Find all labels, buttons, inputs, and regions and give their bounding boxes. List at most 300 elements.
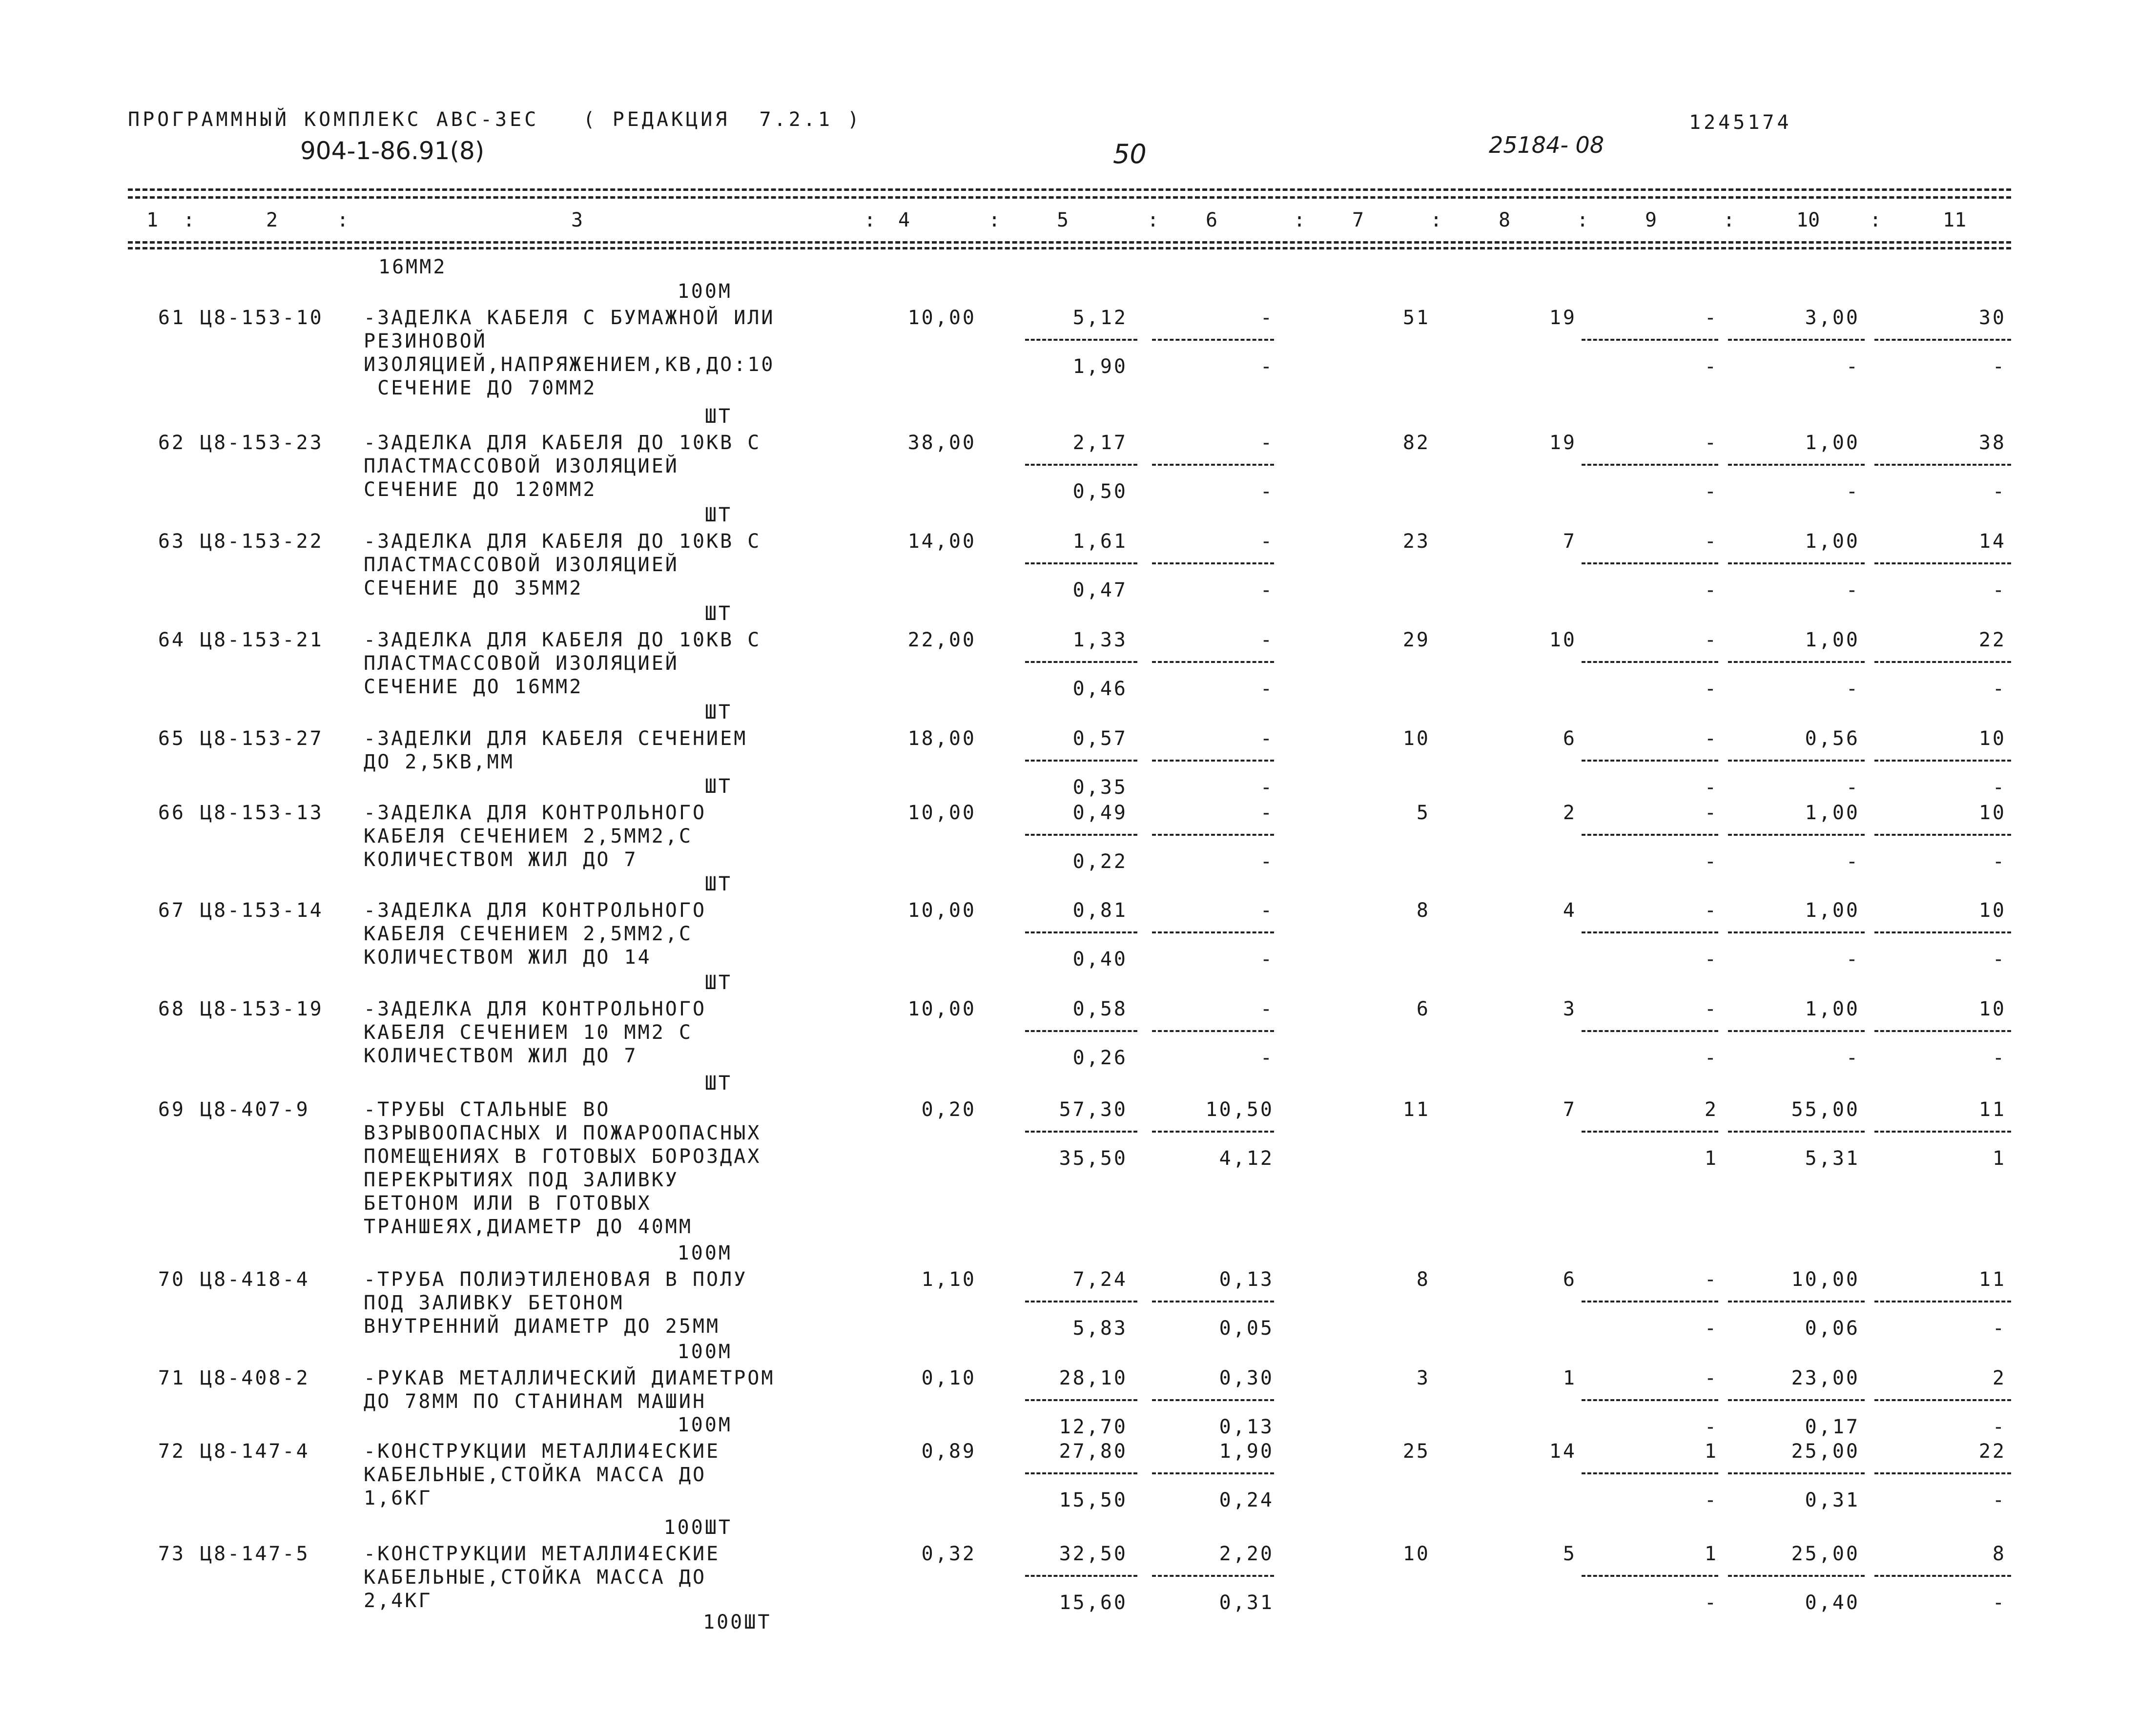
row-col5-bottom: 0,40 [1072,948,1128,971]
row-unit: ШТ [704,775,732,798]
row-col9-bottom: - [1704,1489,1718,1511]
row-unit: 100М [677,1242,732,1264]
row-col11-bottom: - [1992,579,2006,601]
subtotal-rule [1025,1399,1137,1401]
subtotal-rule [1152,931,1274,933]
row-col6-bottom: 0,24 [1219,1489,1274,1511]
subtotal-rule [1582,1472,1718,1474]
subtotal-rule [1582,1030,1718,1032]
row-description: -ЗАДЕЛКА ДЛЯ КАБЕЛЯ ДО 10КВ С [364,432,761,454]
row-quantity: 10,00 [907,899,976,922]
row-unit: ШТ [704,971,732,994]
subtotal-rule [1582,562,1718,564]
row-col10-bottom: - [1846,678,1860,700]
row-description: ДО 78ММ ПО СТАНИНАМ МАШИН [364,1390,707,1413]
row-description: -ЗАДЕЛКА ДЛЯ КОНТРОЛЬНОГО [364,899,707,922]
row-col9-top: 2 [1704,1098,1718,1121]
row-description: ПЕРЕКРЫТИЯХ ПОД ЗАЛИВКУ [364,1169,679,1191]
row-quantity: 10,00 [907,998,976,1020]
row-description: КАБЕЛЯ СЕЧЕНИЕМ 2,5ММ2,С [364,923,693,945]
handwritten-reference: 25184- 08 [1489,132,1604,158]
row-col11-bottom: - [1992,480,2006,503]
row-col10-top: 1,00 [1805,432,1860,454]
row-code: Ц8-147-5 [200,1543,310,1565]
row-col5-top: 1,33 [1072,629,1128,651]
subtotal-rule [1582,931,1718,933]
subtotal-rule [1728,1575,1865,1577]
row-col6-bottom: - [1260,355,1274,378]
row-quantity: 18,00 [907,727,976,750]
row-col5-top: 7,24 [1072,1268,1128,1291]
row-code: Ц8-153-22 [200,530,324,553]
row-col10-top: 3,00 [1805,307,1860,329]
row-col8: 1 [1563,1367,1577,1389]
subtotal-rule [1582,1575,1718,1577]
column-header-5: 5 [1057,209,1069,231]
row-col9-bottom: - [1704,579,1718,601]
row-code: Ц8-153-19 [200,998,324,1020]
row-col9-bottom: - [1704,1047,1718,1069]
subtotal-rule [1874,339,2011,341]
row-quantity: 0,89 [921,1440,976,1463]
row-col9-top: - [1704,432,1718,454]
row-code: Ц8-147-4 [200,1440,310,1463]
row-col6-top: 0,30 [1219,1367,1274,1389]
row-quantity: 0,32 [921,1543,976,1565]
row-col5-bottom: 15,50 [1059,1489,1128,1511]
row-description: КАБЕЛЯ СЕЧЕНИЕМ 2,5ММ2,С [364,825,693,847]
row-code: Ц8-153-10 [200,307,324,329]
row-col6-top: - [1260,629,1274,651]
row-quantity: 10,00 [907,802,976,824]
row-col11-top: 30 [1978,307,2006,329]
row-description: КОЛИЧЕСТВОМ ЖИЛ ДО 7 [364,1045,638,1067]
row-col8: 6 [1563,727,1577,750]
row-col9-bottom: - [1704,776,1718,799]
row-description: ВНУТРЕННИЙ ДИАМЕТР ДО 25ММ [364,1315,720,1338]
row-col8: 19 [1549,307,1577,329]
row-col9-top: - [1704,727,1718,750]
row-col7: 11 [1402,1098,1430,1121]
row-col6-top: 1,90 [1219,1440,1274,1463]
row-col5-bottom: 1,90 [1072,355,1128,378]
row-col11-top: 14 [1978,530,2006,553]
row-col10-bottom: - [1846,355,1860,378]
final-unit: 100ШТ [703,1611,772,1633]
row-col9-top: 1 [1704,1543,1718,1565]
row-col6-bottom: 0,31 [1219,1591,1274,1614]
row-number: 65 [158,727,185,750]
column-header-9: 9 [1645,209,1657,231]
row-description: ДО 2,5КВ,ММ [364,751,514,773]
subtotal-rule [1728,661,1865,663]
row-unit: 100М [677,280,732,303]
row-col6-top: 0,13 [1219,1268,1274,1291]
column-header-6: 6 [1206,209,1218,231]
row-col9-bottom: - [1704,850,1718,873]
header-rule-bottom-2 [128,247,2011,249]
row-description: КОЛИЧЕСТВОМ ЖИЛ ДО 14 [364,946,652,969]
row-col6-bottom: - [1260,850,1274,873]
row-col11-bottom: - [1992,850,2006,873]
row-description: ТРАНШЕЯХ,ДИАМЕТР ДО 40ММ [364,1216,693,1238]
row-description: 2,4КГ [364,1590,432,1612]
row-col10-top: 1,00 [1805,802,1860,824]
subtotal-rule [1728,1301,1865,1302]
row-number: 61 [158,307,185,329]
subtotal-rule [1025,1131,1137,1133]
subtotal-rule [1874,931,2011,933]
row-col9-bottom: 1 [1704,1147,1718,1170]
subtotal-rule [1025,464,1137,466]
row-number: 68 [158,998,185,1020]
row-col11-bottom: - [1992,678,2006,700]
row-col11-bottom: - [1992,948,2006,971]
row-col10-bottom: 0,17 [1805,1416,1860,1438]
row-col11-top: 22 [1978,629,2006,651]
row-col11-top: 10 [1978,998,2006,1020]
row-col5-top: 0,58 [1072,998,1128,1020]
row-description: -ЗАДЕЛКА ДЛЯ КАБЕЛЯ ДО 10КВ С [364,530,761,553]
subtotal-rule [1025,760,1137,762]
subtotal-rule [1152,339,1274,341]
row-col8: 4 [1563,899,1577,922]
row-description: РЕЗИНОВОЙ [364,330,487,352]
row-unit: ШТ [704,602,732,625]
row-col10-top: 55,00 [1791,1098,1860,1121]
row-code: Ц8-418-4 [200,1268,310,1291]
subtotal-rule [1152,1399,1274,1401]
row-description: ВЗРЫВООПАСНЫХ И ПОЖАРООПАСНЫХ [364,1122,761,1144]
row-col9-bottom: - [1704,480,1718,503]
row-number: 66 [158,802,185,824]
subtotal-rule [1874,661,2011,663]
row-col5-bottom: 0,47 [1072,579,1128,601]
row-col5-top: 5,12 [1072,307,1128,329]
row-col6-top: - [1260,530,1274,553]
row-col7: 51 [1402,307,1430,329]
row-code: Ц8-153-13 [200,802,324,824]
row-col6-bottom: - [1260,678,1274,700]
subtotal-rule [1152,1575,1274,1577]
row-col5-bottom: 0,26 [1072,1047,1128,1069]
row-description: СЕЧЕНИЕ ДО 35ММ2 [364,577,583,599]
subtotal-rule [1025,1030,1137,1032]
row-quantity: 1,10 [921,1268,976,1291]
row-col8: 7 [1563,530,1577,553]
column-header-3: 3 [571,209,583,231]
row-col8: 7 [1563,1098,1577,1121]
row-description: -КОНСТРУКЦИИ МЕТАЛЛИ4ЕСКИЕ [364,1543,720,1565]
row-col10-top: 25,00 [1791,1440,1860,1463]
document-code: 1245174 [1689,111,1792,134]
row-col5-bottom: 35,50 [1059,1147,1128,1170]
column-header-2: 2 [266,209,278,231]
row-quantity: 0,20 [921,1098,976,1121]
row-col5-top: 28,10 [1059,1367,1128,1389]
row-col8: 5 [1563,1543,1577,1565]
row-number: 63 [158,530,185,553]
column-separator: : [1870,209,1882,231]
row-col10-bottom: - [1846,1047,1860,1069]
row-col9-bottom: - [1704,1416,1718,1438]
header-rule-top [128,188,2011,191]
subtotal-rule [1874,1472,2011,1474]
row-col6-bottom: - [1260,1047,1274,1069]
row-unit: 100М [677,1414,732,1436]
row-col9-top: - [1704,530,1718,553]
subtotal-rule [1582,339,1718,341]
subtotal-rule [1152,1301,1274,1302]
row-col5-top: 57,30 [1059,1098,1128,1121]
row-col5-top: 0,57 [1072,727,1128,750]
column-header-10: 10 [1796,209,1820,231]
row-number: 69 [158,1098,185,1121]
row-col11-bottom: - [1992,776,2006,799]
row-quantity: 10,00 [907,307,976,329]
subtotal-rule [1728,1399,1865,1401]
row-col6-top: - [1260,899,1274,922]
subtotal-rule [1582,760,1718,762]
row-number: 71 [158,1367,185,1389]
column-header-4: 4 [898,209,910,231]
row-col5-bottom: 5,83 [1072,1317,1128,1340]
row-description: БЕТОНОМ ИЛИ В ГОТОВЫХ [364,1192,652,1215]
subtotal-rule [1874,1399,2011,1401]
row-col6-bottom: 0,13 [1219,1416,1274,1438]
row-col10-bottom: - [1846,480,1860,503]
row-col6-top: - [1260,727,1274,750]
row-description: ПЛАСТМАССОВОЙ ИЗОЛЯЦИЕЙ [364,554,679,576]
row-code: Ц8-153-14 [200,899,324,922]
row-col10-top: 0,56 [1805,727,1860,750]
row-col7: 6 [1416,998,1430,1020]
row-col7: 8 [1416,899,1430,922]
row-col7: 25 [1402,1440,1430,1463]
subtotal-rule [1025,834,1137,836]
row-unit: 100ШТ [663,1516,732,1539]
subtotal-rule [1025,339,1137,341]
row-description: -ЗАДЕЛКА ДЛЯ КОНТРОЛЬНОГО [364,802,707,824]
row-description: -ЗАДЕЛКИ ДЛЯ КАБЕЛЯ СЕЧЕНИЕМ [364,727,748,750]
subtotal-rule [1582,1399,1718,1401]
row-description: ИЗОЛЯЦИЕЙ,НАПРЯЖЕНИЕМ,КВ,ДО:10 [364,353,775,376]
row-quantity: 0,10 [921,1367,976,1389]
row-col5-top: 1,61 [1072,530,1128,553]
row-col5-bottom: 0,50 [1072,480,1128,503]
column-header-7: 7 [1352,209,1364,231]
row-unit: ШТ [704,873,732,895]
carry-over-text: 16ММ2 [378,256,447,278]
subtotal-rule [1874,562,2011,564]
row-col11-bottom: - [1992,355,2006,378]
subtotal-rule [1874,760,2011,762]
row-col9-top: - [1704,998,1718,1020]
row-description: -РУКАВ МЕТАЛЛИЧЕСКИЙ ДИАМЕТРОМ [364,1367,775,1389]
row-col5-top: 27,80 [1059,1440,1128,1463]
subtotal-rule [1582,1131,1718,1133]
row-col9-bottom: - [1704,355,1718,378]
subtotal-rule [1728,834,1865,836]
row-col10-bottom: - [1846,579,1860,601]
row-col7: 82 [1402,432,1430,454]
row-col9-top: - [1704,899,1718,922]
row-col10-top: 1,00 [1805,629,1860,651]
row-col8: 6 [1563,1268,1577,1291]
row-description: КАБЕЛЬНЫЕ,СТОЙКА МАССА ДО [364,1566,707,1589]
row-col9-bottom: - [1704,948,1718,971]
row-col8: 10 [1549,629,1577,651]
subtotal-rule [1025,562,1137,564]
row-col11-top: 38 [1978,432,2006,454]
row-col6-bottom: 0,05 [1219,1317,1274,1340]
row-unit: ШТ [704,405,732,428]
row-number: 64 [158,629,185,651]
subtotal-rule [1025,931,1137,933]
row-col10-bottom: 5,31 [1805,1147,1860,1170]
row-description: 1,6КГ [364,1487,432,1509]
row-col6-top: - [1260,802,1274,824]
column-separator: : [1147,209,1159,231]
row-col6-top: - [1260,998,1274,1020]
subtotal-rule [1152,1472,1274,1474]
row-col6-bottom: - [1260,948,1274,971]
subtotal-rule [1582,834,1718,836]
row-col7: 3 [1416,1367,1430,1389]
row-col11-top: 8 [1992,1543,2006,1565]
subtotal-rule [1874,1131,2011,1133]
row-col11-bottom: - [1992,1317,2006,1340]
row-col11-bottom: - [1992,1489,2006,1511]
row-description: ПОД ЗАЛИВКУ БЕТОНОМ [364,1292,624,1314]
row-description: -ЗАДЕЛКА КАБЕЛЯ С БУМАЖНОЙ ИЛИ [364,307,775,329]
subtotal-rule [1025,1301,1137,1302]
subtotal-rule [1152,1131,1274,1133]
row-col10-bottom: - [1846,850,1860,873]
row-description: -ЗАДЕЛКА ДЛЯ КОНТРОЛЬНОГО [364,998,707,1020]
subtotal-rule [1582,661,1718,663]
row-col9-top: - [1704,802,1718,824]
row-col11-top: 22 [1978,1440,2006,1463]
row-col10-top: 10,00 [1791,1268,1860,1291]
row-number: 72 [158,1440,185,1463]
row-col11-top: 11 [1978,1098,2006,1121]
column-separator: : [988,209,1001,231]
row-col5-bottom: 0,46 [1072,678,1128,700]
row-col9-top: - [1704,1268,1718,1291]
row-code: Ц8-153-21 [200,629,324,651]
row-code: Ц8-153-23 [200,432,324,454]
row-description: ПЛАСТМАССОВОЙ ИЗОЛЯЦИЕЙ [364,652,679,675]
row-code: Ц8-408-2 [200,1367,310,1389]
row-col5-top: 32,50 [1059,1543,1128,1565]
row-col7: 29 [1402,629,1430,651]
row-col7: 23 [1402,530,1430,553]
row-col10-top: 25,00 [1791,1543,1860,1565]
row-description: -КОНСТРУКЦИИ МЕТАЛЛИ4ЕСКИЕ [364,1440,720,1463]
row-col10-bottom: - [1846,776,1860,799]
row-col9-bottom: - [1704,1317,1718,1340]
row-col9-top: - [1704,307,1718,329]
row-col10-top: 1,00 [1805,998,1860,1020]
row-col6-bottom: - [1260,776,1274,799]
subtotal-rule [1582,464,1718,466]
row-quantity: 22,00 [907,629,976,651]
subtotal-rule [1152,464,1274,466]
row-col10-bottom: - [1846,948,1860,971]
row-col9-bottom: - [1704,1591,1718,1614]
row-col7: 10 [1402,1543,1430,1565]
subtotal-rule [1025,1575,1137,1577]
row-col7: 8 [1416,1268,1430,1291]
column-header-11: 11 [1943,209,1967,231]
row-col7: 10 [1402,727,1430,750]
row-col11-bottom: - [1992,1416,2006,1438]
row-col6-top: - [1260,307,1274,329]
row-col11-top: 2 [1992,1367,2006,1389]
row-col5-bottom: 0,22 [1072,850,1128,873]
row-quantity: 38,00 [907,432,976,454]
subtotal-rule [1728,464,1865,466]
subtotal-rule [1874,1030,2011,1032]
row-code: Ц8-153-27 [200,727,324,750]
row-col8: 2 [1563,802,1577,824]
row-col7: 5 [1416,802,1430,824]
row-col10-bottom: 0,40 [1805,1591,1860,1614]
row-col11-bottom: - [1992,1047,2006,1069]
row-col5-top: 2,17 [1072,432,1128,454]
row-col11-bottom: 1 [1992,1147,2006,1170]
row-col11-top: 10 [1978,899,2006,922]
subtotal-rule [1728,339,1865,341]
row-description: СЕЧЕНИЕ ДО 70ММ2 [364,377,597,399]
header-rule-top-2 [128,196,2011,199]
row-col10-top: 1,00 [1805,530,1860,553]
row-col10-bottom: 0,06 [1805,1317,1860,1340]
row-quantity: 14,00 [907,530,976,553]
subtotal-rule [1728,931,1865,933]
column-separator: : [1577,209,1589,231]
column-header-1: 1 [146,209,159,231]
subtotal-rule [1874,1301,2011,1302]
row-description: -ТРУБА ПОЛИЭТИЛЕНОВАЯ В ПОЛУ [364,1268,748,1291]
row-unit: ШТ [704,1072,732,1095]
column-separator: : [864,209,876,231]
subtotal-rule [1874,834,2011,836]
row-col9-top: - [1704,629,1718,651]
row-col11-bottom: - [1992,1591,2006,1614]
subtotal-rule [1152,760,1274,762]
row-description: СЕЧЕНИЕ ДО 16ММ2 [364,676,583,698]
column-separator: : [337,209,349,231]
row-col11-top: 11 [1978,1268,2006,1291]
subtotal-rule [1874,1575,2011,1577]
row-col8: 19 [1549,432,1577,454]
row-col6-top: 10,50 [1205,1098,1274,1121]
row-code: Ц8-407-9 [200,1098,310,1121]
column-separator: : [1430,209,1442,231]
subtotal-rule [1152,661,1274,663]
row-unit: 100М [677,1341,732,1363]
subtotal-rule [1582,1301,1718,1302]
row-number: 70 [158,1268,185,1291]
row-unit: ШТ [704,504,732,526]
row-col10-top: 23,00 [1791,1367,1860,1389]
row-description: ПОМЕЩЕНИЯХ В ГОТОВЫХ БОРОЗДАХ [364,1145,761,1168]
row-col5-top: 0,81 [1072,899,1128,922]
row-col6-bottom: - [1260,480,1274,503]
row-col8: 14 [1549,1440,1577,1463]
